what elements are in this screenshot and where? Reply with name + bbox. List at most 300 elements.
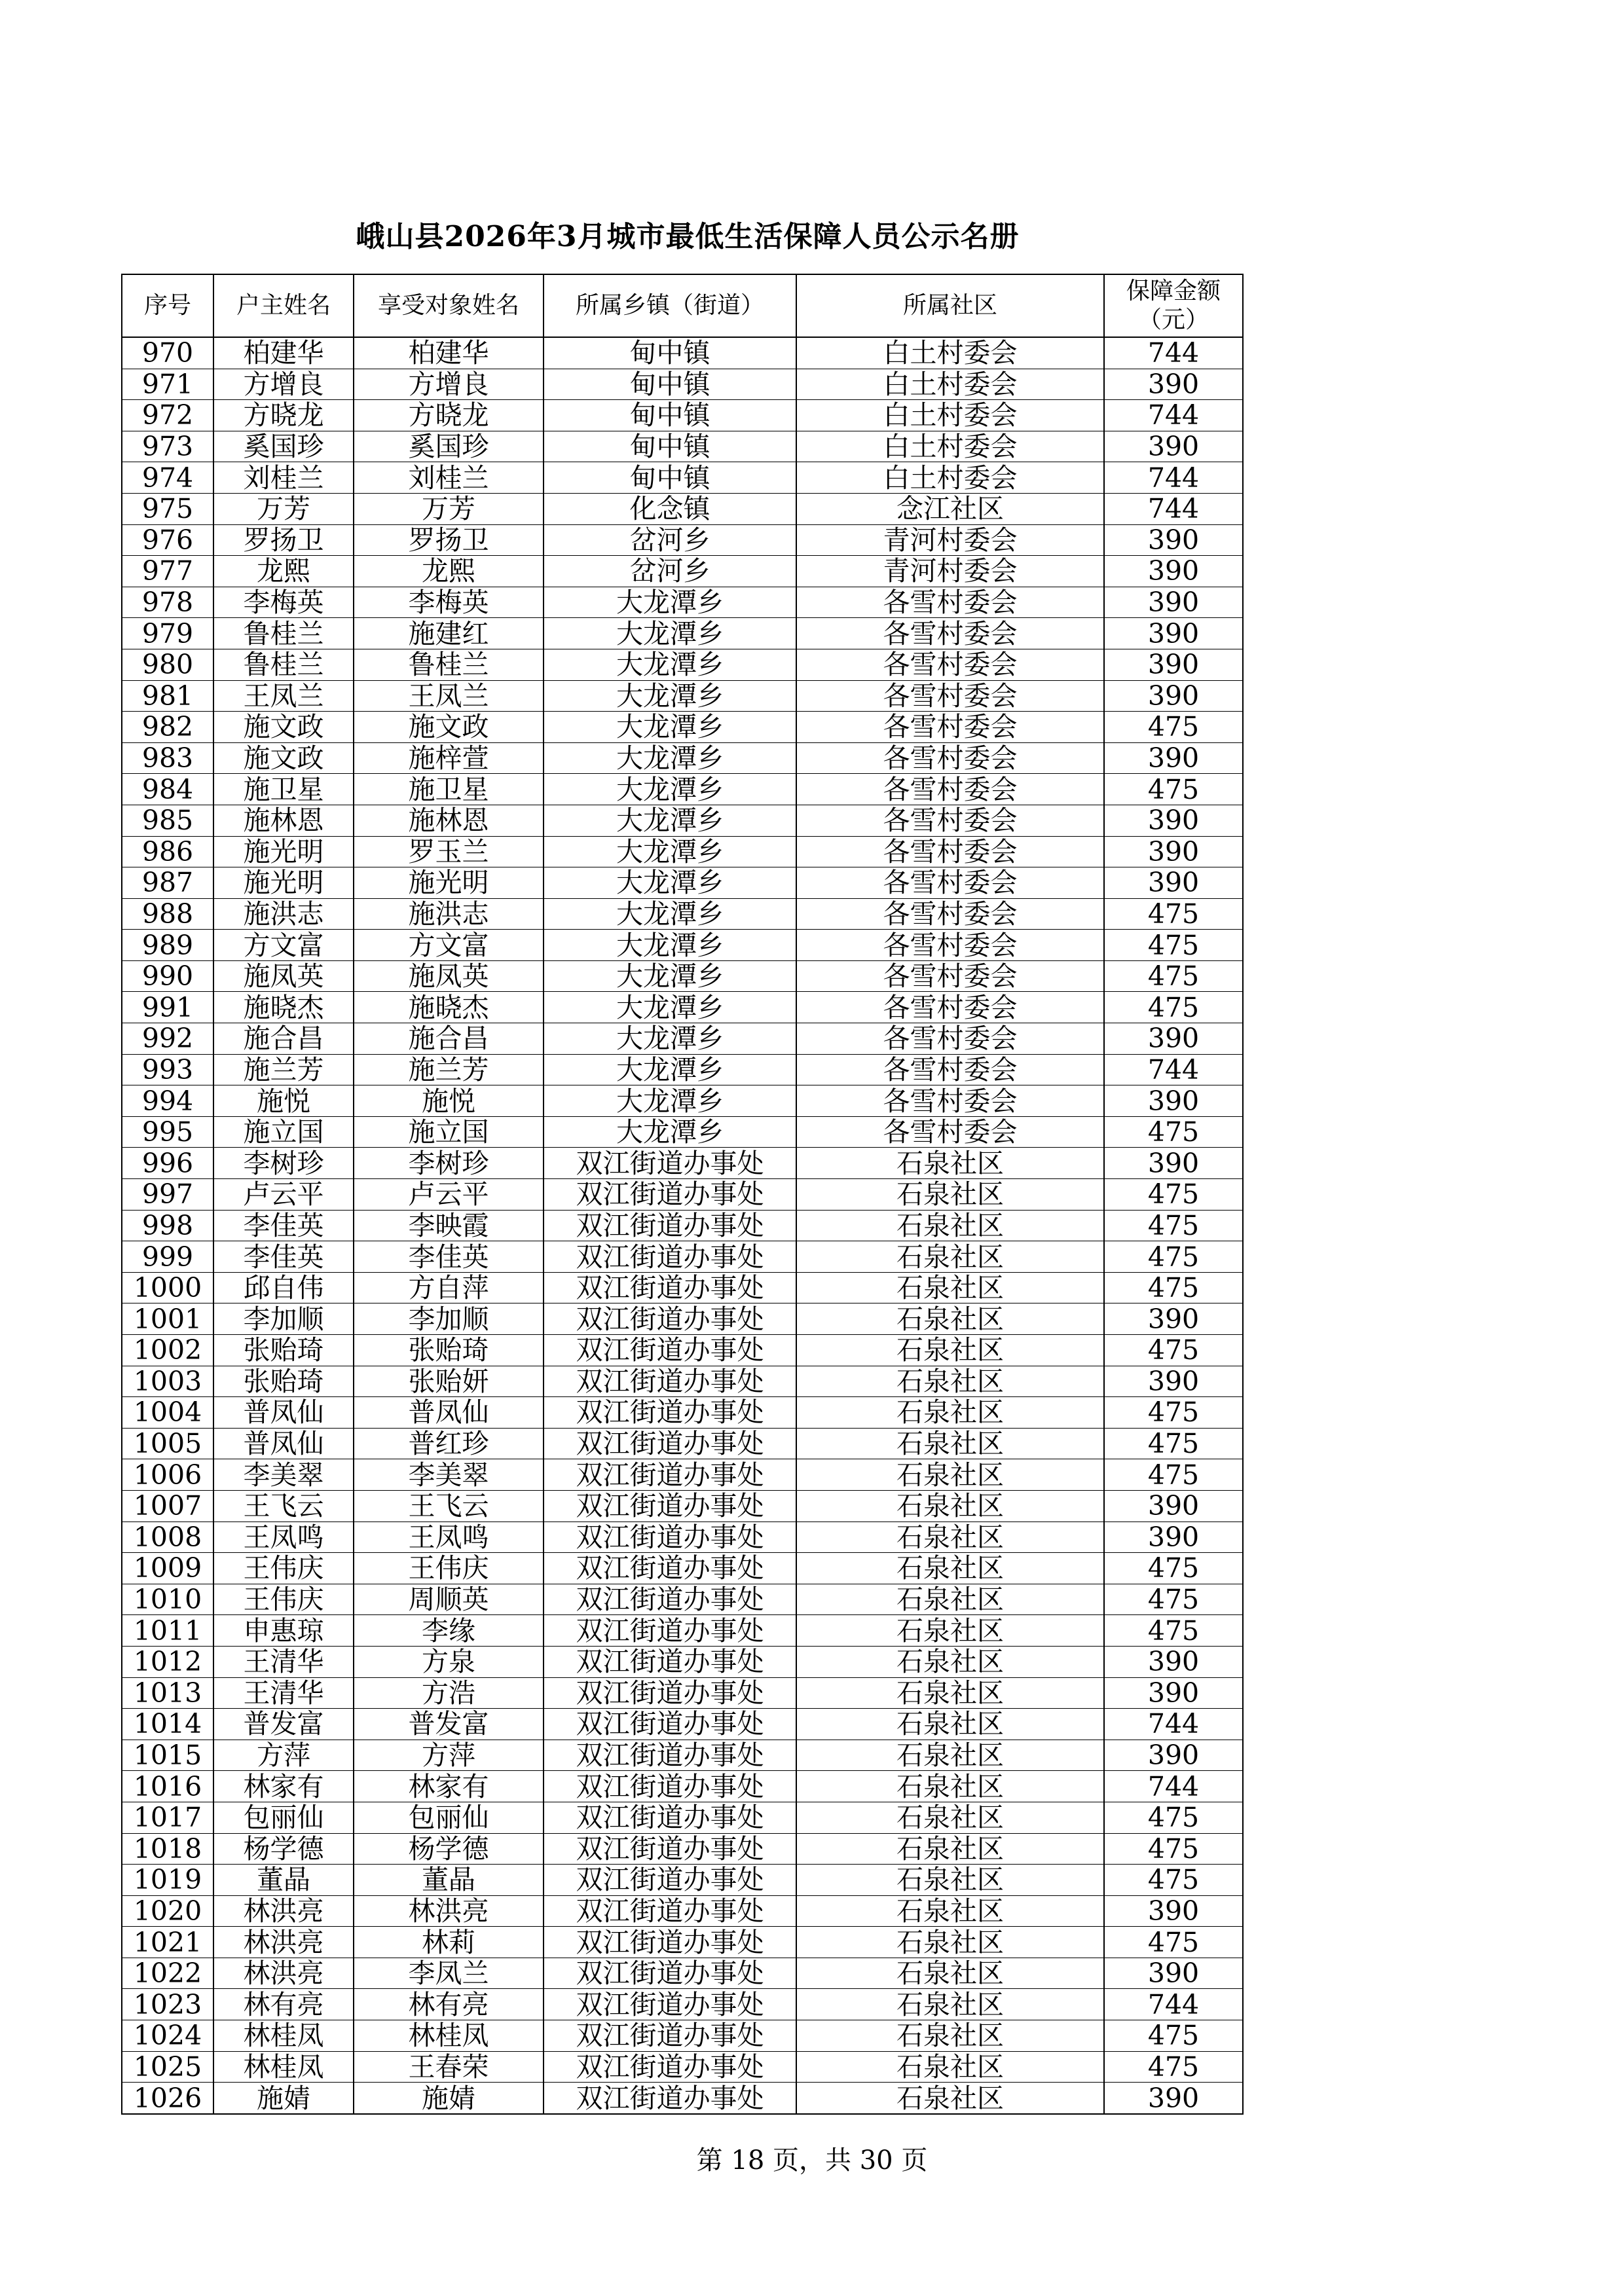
- table-row: [122, 1771, 1243, 1802]
- cell-serial: 998: [122, 1210, 213, 1241]
- cell-amount: 475: [1104, 1802, 1243, 1833]
- table-row: [122, 1522, 1243, 1553]
- cell-householder: 奚国珍: [213, 431, 354, 462]
- cell-beneficiary: 李缘: [354, 1615, 544, 1647]
- cell-beneficiary: 施洪志: [354, 898, 544, 930]
- cell-amount: 390: [1104, 1366, 1243, 1397]
- cell-community: 石泉社区: [796, 1771, 1104, 1802]
- cell-community: 石泉社区: [796, 1802, 1104, 1833]
- cell-township: 双江街道办事处: [544, 1958, 796, 1989]
- cell-amount: 390: [1104, 1085, 1243, 1117]
- table-row: [122, 1584, 1243, 1615]
- cell-township: 双江街道办事处: [544, 1148, 796, 1179]
- cell-community: 石泉社区: [796, 1646, 1104, 1677]
- cell-beneficiary: 林桂凤: [354, 2020, 544, 2052]
- table-row: [122, 1054, 1243, 1085]
- cell-amount: 475: [1104, 1210, 1243, 1241]
- cell-householder: 普凤仙: [213, 1397, 354, 1429]
- cell-serial: 977: [122, 556, 213, 587]
- cell-householder: 李佳英: [213, 1210, 354, 1241]
- cell-householder: 申惠琼: [213, 1615, 354, 1647]
- cell-township: 岔河乡: [544, 524, 796, 556]
- table-row: [122, 992, 1243, 1023]
- cell-householder: 李美翠: [213, 1459, 354, 1491]
- table-row: [122, 1615, 1243, 1647]
- header-township: 所属乡镇（街道）: [544, 274, 796, 337]
- cell-serial: 1016: [122, 1771, 213, 1802]
- table-row: [122, 1740, 1243, 1771]
- cell-community: 石泉社区: [796, 1303, 1104, 1335]
- cell-community: 石泉社区: [796, 1272, 1104, 1303]
- cell-township: 双江街道办事处: [544, 2083, 796, 2114]
- cell-community: 石泉社区: [796, 1958, 1104, 1989]
- cell-amount: 475: [1104, 1927, 1243, 1958]
- table-row: [122, 1553, 1243, 1584]
- cell-householder: 王清华: [213, 1646, 354, 1677]
- cell-community: 各雪村委会: [796, 742, 1104, 774]
- table-row: [122, 1802, 1243, 1833]
- header-amount: 保障金额 （元）: [1104, 274, 1243, 337]
- cell-community: 白土村委会: [796, 462, 1104, 494]
- cell-amount: 390: [1104, 1646, 1243, 1677]
- cell-serial: 981: [122, 680, 213, 712]
- cell-community: 石泉社区: [796, 1927, 1104, 1958]
- table-row: [122, 898, 1243, 930]
- cell-householder: 林洪亮: [213, 1958, 354, 1989]
- cell-community: 各雪村委会: [796, 1054, 1104, 1085]
- cell-householder: 林洪亮: [213, 1927, 354, 1958]
- cell-householder: 林家有: [213, 1771, 354, 1802]
- cell-community: 石泉社区: [796, 1179, 1104, 1211]
- cell-serial: 1006: [122, 1459, 213, 1491]
- table-row: [122, 805, 1243, 836]
- cell-community: 石泉社区: [796, 1989, 1104, 2020]
- table-row: [122, 462, 1243, 494]
- cell-serial: 975: [122, 493, 213, 524]
- cell-beneficiary: 鲁桂兰: [354, 649, 544, 680]
- cell-amount: 475: [1104, 774, 1243, 805]
- cell-householder: 王飞云: [213, 1490, 354, 1522]
- cell-community: 石泉社区: [796, 1397, 1104, 1429]
- cell-householder: 方晓龙: [213, 400, 354, 431]
- cell-amount: 475: [1104, 1865, 1243, 1896]
- cell-community: 念江社区: [796, 493, 1104, 524]
- cell-serial: 1024: [122, 2020, 213, 2052]
- header-householder: 户主姓名: [213, 274, 354, 337]
- cell-beneficiary: 方萍: [354, 1740, 544, 1771]
- cell-householder: 罗扬卫: [213, 524, 354, 556]
- cell-serial: 985: [122, 805, 213, 836]
- cell-community: 石泉社区: [796, 1459, 1104, 1491]
- cell-amount: 475: [1104, 1116, 1243, 1148]
- cell-serial: 993: [122, 1054, 213, 1085]
- cell-amount: 390: [1104, 1303, 1243, 1335]
- cell-amount: 475: [1104, 1428, 1243, 1459]
- cell-amount: 390: [1104, 836, 1243, 867]
- cell-beneficiary: 林家有: [354, 1771, 544, 1802]
- cell-beneficiary: 李凤兰: [354, 1958, 544, 1989]
- cell-beneficiary: 奚国珍: [354, 431, 544, 462]
- cell-amount: 744: [1104, 400, 1243, 431]
- cell-serial: 976: [122, 524, 213, 556]
- cell-beneficiary: 林洪亮: [354, 1895, 544, 1927]
- cell-serial: 1004: [122, 1397, 213, 1429]
- cell-serial: 1002: [122, 1335, 213, 1366]
- cell-township: 双江街道办事处: [544, 1895, 796, 1927]
- cell-community: 石泉社区: [796, 1148, 1104, 1179]
- cell-beneficiary: 刘桂兰: [354, 462, 544, 494]
- cell-serial: 1000: [122, 1272, 213, 1303]
- cell-community: 各雪村委会: [796, 960, 1104, 992]
- cell-amount: 390: [1104, 742, 1243, 774]
- cell-householder: 施洪志: [213, 898, 354, 930]
- cell-township: 甸中镇: [544, 369, 796, 400]
- cell-serial: 971: [122, 369, 213, 400]
- table-row: [122, 1895, 1243, 1927]
- cell-householder: 张贻琦: [213, 1335, 354, 1366]
- cell-householder: 刘桂兰: [213, 462, 354, 494]
- cell-community: 各雪村委会: [796, 712, 1104, 743]
- table-row: [122, 1335, 1243, 1366]
- header-beneficiary: 享受对象姓名: [354, 274, 544, 337]
- cell-amount: 744: [1104, 1771, 1243, 1802]
- cell-householder: 施光明: [213, 867, 354, 899]
- cell-beneficiary: 施晓杰: [354, 992, 544, 1023]
- cell-amount: 475: [1104, 1553, 1243, 1584]
- cell-township: 双江街道办事处: [544, 1490, 796, 1522]
- cell-beneficiary: 李梅英: [354, 587, 544, 618]
- cell-community: 白土村委会: [796, 337, 1104, 369]
- cell-beneficiary: 杨学德: [354, 1833, 544, 1865]
- cell-householder: 林有亮: [213, 1989, 354, 2020]
- cell-township: 双江街道办事处: [544, 1335, 796, 1366]
- cell-householder: 施悦: [213, 1085, 354, 1117]
- table-row: [122, 1677, 1243, 1709]
- cell-beneficiary: 方增良: [354, 369, 544, 400]
- cell-beneficiary: 李美翠: [354, 1459, 544, 1491]
- cell-community: 各雪村委会: [796, 587, 1104, 618]
- cell-beneficiary: 方浩: [354, 1677, 544, 1709]
- cell-serial: 1015: [122, 1740, 213, 1771]
- cell-serial: 1011: [122, 1615, 213, 1647]
- cell-householder: 万芳: [213, 493, 354, 524]
- table-row: [122, 649, 1243, 680]
- cell-amount: 475: [1104, 992, 1243, 1023]
- table-row: [122, 1646, 1243, 1677]
- cell-serial: 974: [122, 462, 213, 494]
- cell-beneficiary: 林有亮: [354, 1989, 544, 2020]
- table-row: [122, 680, 1243, 712]
- cell-serial: 990: [122, 960, 213, 992]
- cell-serial: 1010: [122, 1584, 213, 1615]
- cell-township: 双江街道办事处: [544, 1865, 796, 1896]
- cell-township: 甸中镇: [544, 431, 796, 462]
- cell-amount: 390: [1104, 649, 1243, 680]
- cell-community: 白土村委会: [796, 400, 1104, 431]
- cell-serial: 1021: [122, 1927, 213, 1958]
- cell-serial: 988: [122, 898, 213, 930]
- table-row: [122, 1865, 1243, 1896]
- cell-township: 甸中镇: [544, 400, 796, 431]
- cell-community: 石泉社区: [796, 1553, 1104, 1584]
- cell-community: 青河村委会: [796, 524, 1104, 556]
- cell-householder: 卢云平: [213, 1179, 354, 1211]
- cell-amount: 475: [1104, 898, 1243, 930]
- cell-community: 白土村委会: [796, 431, 1104, 462]
- cell-township: 大龙潭乡: [544, 992, 796, 1023]
- cell-beneficiary: 王伟庆: [354, 1553, 544, 1584]
- cell-amount: 475: [1104, 1584, 1243, 1615]
- cell-township: 大龙潭乡: [544, 649, 796, 680]
- cell-township: 双江街道办事处: [544, 1677, 796, 1709]
- cell-householder: 包丽仙: [213, 1802, 354, 1833]
- cell-township: 双江街道办事处: [544, 1584, 796, 1615]
- cell-serial: 980: [122, 649, 213, 680]
- cell-township: 双江街道办事处: [544, 1272, 796, 1303]
- cell-beneficiary: 普发富: [354, 1709, 544, 1740]
- table-row: [122, 836, 1243, 867]
- cell-beneficiary: 张贻妍: [354, 1366, 544, 1397]
- cell-serial: 989: [122, 930, 213, 961]
- cell-amount: 475: [1104, 1397, 1243, 1429]
- cell-amount: 475: [1104, 1179, 1243, 1211]
- cell-township: 大龙潭乡: [544, 742, 796, 774]
- cell-community: 石泉社区: [796, 1490, 1104, 1522]
- cell-beneficiary: 龙熙: [354, 556, 544, 587]
- cell-serial: 987: [122, 867, 213, 899]
- cell-serial: 1005: [122, 1428, 213, 1459]
- cell-amount: 475: [1104, 1241, 1243, 1273]
- table-row: [122, 2083, 1243, 2114]
- cell-serial: 986: [122, 836, 213, 867]
- cell-beneficiary: 施立国: [354, 1116, 544, 1148]
- cell-householder: 杨学德: [213, 1833, 354, 1865]
- cell-householder: 王伟庆: [213, 1584, 354, 1615]
- cell-township: 甸中镇: [544, 462, 796, 494]
- cell-beneficiary: 方晓龙: [354, 400, 544, 431]
- cell-serial: 1026: [122, 2083, 213, 2114]
- table-row: [122, 1272, 1243, 1303]
- cell-amount: 744: [1104, 1054, 1243, 1085]
- cell-community: 石泉社区: [796, 1366, 1104, 1397]
- cell-serial: 1003: [122, 1366, 213, 1397]
- cell-beneficiary: 施梓萱: [354, 742, 544, 774]
- cell-community: 石泉社区: [796, 2020, 1104, 2052]
- cell-amount: 475: [1104, 1335, 1243, 1366]
- cell-householder: 龙熙: [213, 556, 354, 587]
- table-row: [122, 1989, 1243, 2020]
- cell-amount: 390: [1104, 1677, 1243, 1709]
- cell-serial: 1023: [122, 1989, 213, 2020]
- cell-community: 各雪村委会: [796, 930, 1104, 961]
- cell-serial: 973: [122, 431, 213, 462]
- cell-township: 双江街道办事处: [544, 2020, 796, 2052]
- cell-community: 石泉社区: [796, 1241, 1104, 1273]
- cell-township: 双江街道办事处: [544, 1615, 796, 1647]
- cell-beneficiary: 包丽仙: [354, 1802, 544, 1833]
- cell-amount: 390: [1104, 1958, 1243, 1989]
- cell-beneficiary: 王春荣: [354, 2051, 544, 2083]
- cell-beneficiary: 李佳英: [354, 1241, 544, 1273]
- cell-community: 石泉社区: [796, 1428, 1104, 1459]
- cell-serial: 1008: [122, 1522, 213, 1553]
- cell-householder: 施兰芳: [213, 1054, 354, 1085]
- cell-township: 化念镇: [544, 493, 796, 524]
- table-row: [122, 1210, 1243, 1241]
- cell-serial: 1001: [122, 1303, 213, 1335]
- table-row: [122, 337, 1243, 369]
- cell-community: 青河村委会: [796, 556, 1104, 587]
- cell-township: 双江街道办事处: [544, 1428, 796, 1459]
- cell-township: 双江街道办事处: [544, 2051, 796, 2083]
- cell-serial: 1018: [122, 1833, 213, 1865]
- cell-township: 双江街道办事处: [544, 1366, 796, 1397]
- cell-householder: 施林恩: [213, 805, 354, 836]
- cell-beneficiary: 施建红: [354, 618, 544, 649]
- table-row: [122, 2020, 1243, 2052]
- cell-township: 大龙潭乡: [544, 867, 796, 899]
- cell-community: 石泉社区: [796, 1833, 1104, 1865]
- cell-amount: 475: [1104, 1272, 1243, 1303]
- cell-township: 大龙潭乡: [544, 930, 796, 961]
- cell-householder: 李加顺: [213, 1303, 354, 1335]
- cell-beneficiary: 施林恩: [354, 805, 544, 836]
- table-row: [122, 1428, 1243, 1459]
- cell-serial: 1014: [122, 1709, 213, 1740]
- cell-community: 白土村委会: [796, 369, 1104, 400]
- cell-township: 双江街道办事处: [544, 1927, 796, 1958]
- cell-amount: 390: [1104, 805, 1243, 836]
- cell-serial: 1012: [122, 1646, 213, 1677]
- cell-amount: 390: [1104, 867, 1243, 899]
- cell-community: 石泉社区: [796, 1584, 1104, 1615]
- cell-serial: 984: [122, 774, 213, 805]
- table-row: [122, 1709, 1243, 1740]
- cell-township: 大龙潭乡: [544, 836, 796, 867]
- cell-householder: 王凤兰: [213, 680, 354, 712]
- cell-amount: 475: [1104, 930, 1243, 961]
- cell-amount: 390: [1104, 587, 1243, 618]
- cell-amount: 390: [1104, 556, 1243, 587]
- cell-beneficiary: 董晶: [354, 1865, 544, 1896]
- table-row: [122, 1179, 1243, 1211]
- cell-householder: 施晓杰: [213, 992, 354, 1023]
- table-row: [122, 556, 1243, 587]
- cell-beneficiary: 施合昌: [354, 1023, 544, 1055]
- cell-amount: 390: [1104, 618, 1243, 649]
- cell-householder: 柏建华: [213, 337, 354, 369]
- cell-township: 甸中镇: [544, 337, 796, 369]
- cell-community: 各雪村委会: [796, 1023, 1104, 1055]
- cell-beneficiary: 施兰芳: [354, 1054, 544, 1085]
- cell-township: 双江街道办事处: [544, 1771, 796, 1802]
- cell-beneficiary: 王飞云: [354, 1490, 544, 1522]
- cell-community: 石泉社区: [796, 1522, 1104, 1553]
- cell-community: 石泉社区: [796, 1740, 1104, 1771]
- cell-beneficiary: 罗玉兰: [354, 836, 544, 867]
- cell-beneficiary: 施凤英: [354, 960, 544, 992]
- table-row: [122, 1303, 1243, 1335]
- cell-community: 石泉社区: [796, 1615, 1104, 1647]
- cell-amount: 390: [1104, 1023, 1243, 1055]
- cell-community: 各雪村委会: [796, 836, 1104, 867]
- cell-householder: 林桂凤: [213, 2051, 354, 2083]
- cell-householder: 李佳英: [213, 1241, 354, 1273]
- cell-householder: 方萍: [213, 1740, 354, 1771]
- cell-beneficiary: 施卫星: [354, 774, 544, 805]
- cell-township: 大龙潭乡: [544, 712, 796, 743]
- cell-serial: 1009: [122, 1553, 213, 1584]
- cell-serial: 1022: [122, 1958, 213, 1989]
- cell-serial: 978: [122, 587, 213, 618]
- cell-community: 各雪村委会: [796, 1085, 1104, 1117]
- cell-amount: 390: [1104, 1148, 1243, 1179]
- roster-table: [121, 274, 1244, 2115]
- table-row: [122, 1023, 1243, 1055]
- cell-community: 各雪村委会: [796, 1116, 1104, 1148]
- cell-community: 各雪村委会: [796, 649, 1104, 680]
- cell-householder: 普发富: [213, 1709, 354, 1740]
- cell-community: 各雪村委会: [796, 774, 1104, 805]
- cell-beneficiary: 施悦: [354, 1085, 544, 1117]
- cell-householder: 邱自伟: [213, 1272, 354, 1303]
- table-row: [122, 1148, 1243, 1179]
- cell-serial: 999: [122, 1241, 213, 1273]
- cell-township: 大龙潭乡: [544, 618, 796, 649]
- cell-beneficiary: 柏建华: [354, 337, 544, 369]
- cell-township: 双江街道办事处: [544, 1833, 796, 1865]
- table-body: [122, 337, 1243, 2114]
- cell-community: 石泉社区: [796, 1335, 1104, 1366]
- cell-householder: 施凤英: [213, 960, 354, 992]
- cell-householder: 施婧: [213, 2083, 354, 2114]
- cell-beneficiary: 林莉: [354, 1927, 544, 1958]
- cell-township: 大龙潭乡: [544, 960, 796, 992]
- cell-community: 各雪村委会: [796, 992, 1104, 1023]
- table-row: [122, 587, 1243, 618]
- cell-householder: 方增良: [213, 369, 354, 400]
- cell-householder: 施光明: [213, 836, 354, 867]
- cell-beneficiary: 卢云平: [354, 1179, 544, 1211]
- cell-township: 双江街道办事处: [544, 1553, 796, 1584]
- table-row: [122, 431, 1243, 462]
- cell-beneficiary: 李树珍: [354, 1148, 544, 1179]
- cell-householder: 李梅英: [213, 587, 354, 618]
- table-row: [122, 1085, 1243, 1117]
- cell-amount: 475: [1104, 2020, 1243, 2052]
- cell-serial: 1007: [122, 1490, 213, 1522]
- cell-township: 大龙潭乡: [544, 774, 796, 805]
- cell-householder: 施立国: [213, 1116, 354, 1148]
- cell-serial: 991: [122, 992, 213, 1023]
- cell-township: 双江街道办事处: [544, 1709, 796, 1740]
- cell-township: 双江街道办事处: [544, 1459, 796, 1491]
- table-row: [122, 369, 1243, 400]
- cell-community: 各雪村委会: [796, 805, 1104, 836]
- cell-amount: 475: [1104, 712, 1243, 743]
- page-footer: 第 18 页，共 30 页: [696, 2145, 928, 2176]
- cell-beneficiary: 方泉: [354, 1646, 544, 1677]
- table-header-row: [122, 274, 1243, 337]
- cell-township: 大龙潭乡: [544, 805, 796, 836]
- cell-community: 石泉社区: [796, 1865, 1104, 1896]
- cell-amount: 390: [1104, 431, 1243, 462]
- cell-township: 双江街道办事处: [544, 1210, 796, 1241]
- cell-beneficiary: 李加顺: [354, 1303, 544, 1335]
- cell-beneficiary: 李映霞: [354, 1210, 544, 1241]
- cell-amount: 744: [1104, 493, 1243, 524]
- cell-householder: 方文富: [213, 930, 354, 961]
